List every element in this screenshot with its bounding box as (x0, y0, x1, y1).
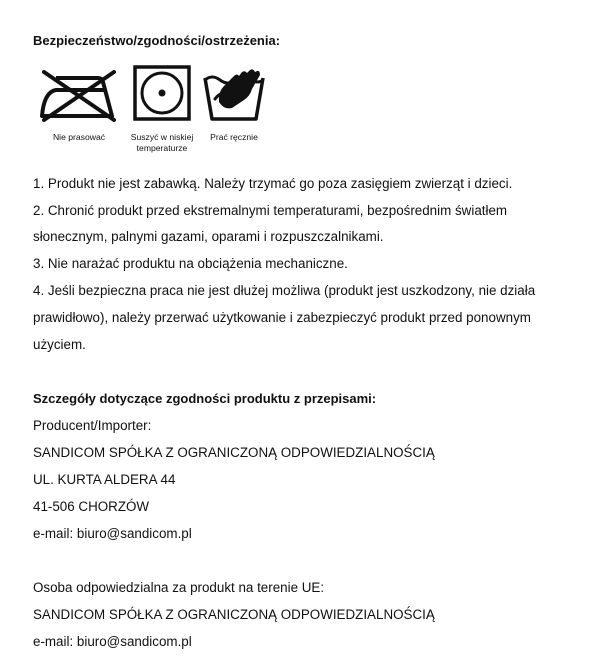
compliance-line-2: SANDICOM SPÓŁKA Z OGRANICZONĄ ODPOWIEDZIALNOŚCIĄ (33, 445, 435, 460)
eu-responsible-line-2: SANDICOM SPÓŁKA Z OGRANICZONĄ ODPOWIEDZIALNOŚCIĄ (33, 607, 435, 622)
tumble-dry-low-label: Suszyć w niskiej temperaturze (130, 132, 194, 153)
compliance-line-3: UL. KURTA ALDERA 44 (33, 472, 176, 487)
no-iron-icon (38, 62, 120, 124)
compliance-email: e-mail: biuro@sandicom.pl (33, 526, 192, 541)
compliance-line-4: 41-506 CHORZÓW (33, 499, 150, 514)
safety-line-6: prawidłowo), należy przerwać użytkowanie i zabezpieczyć produkt przed ponownym (33, 310, 531, 325)
safety-heading: Bezpieczeństwo/zgodności/ostrzeżenia: (33, 33, 281, 48)
safety-line-7: użyciem. (33, 337, 86, 352)
eu-responsible-email: e-mail: biuro@sandicom.pl (33, 634, 192, 649)
eu-responsible-line-1: Osoba odpowiedzialna za produkt na terenie UE: (33, 580, 325, 595)
safety-line-2: 2. Chronić produkt przed ekstremalnymi temperaturami, bezpośrednim światłem (33, 203, 508, 218)
safety-line-5: 4. Jeśli bezpieczna praca nie jest dłużej możliwa (produkt jest uszkodzony, nie działa (33, 283, 536, 298)
tumble-dry-low-icon (130, 62, 194, 124)
care-icons (38, 62, 278, 162)
hand-wash-icon (202, 62, 266, 124)
no-iron-label: Nie prasować (52, 132, 106, 142)
hand-wash-label: Prać ręcznie (210, 132, 258, 142)
safety-line-3: słonecznym, palnymi gazami, oparami i rozpuszczalnikami. (33, 229, 384, 244)
safety-line-4: 3. Nie narażać produktu na obciążenia mechaniczne. (33, 256, 348, 271)
safety-line-1: 1. Produkt nie jest zabawką. Należy trzymać go poza zasięgiem zwierząt i dzieci. (33, 176, 513, 191)
compliance-heading: Szczegóły dotyczące zgodności produktu z przepisami: (33, 391, 377, 406)
compliance-line-1: Producent/Importer: (33, 418, 152, 433)
